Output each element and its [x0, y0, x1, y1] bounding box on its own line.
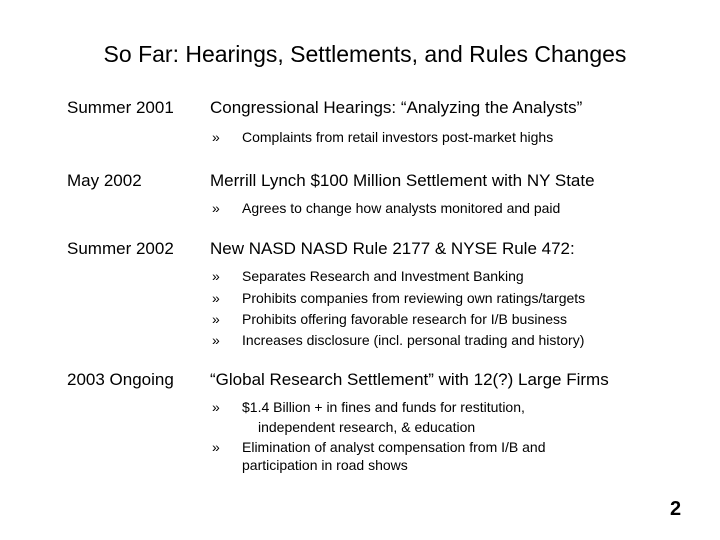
bullet-text: Prohibits companies from reviewing own ratings/targets [242, 290, 586, 306]
bullet-text: participation in road shows [242, 457, 408, 473]
bullet-marker: » [212, 290, 220, 306]
bullet-text: independent research, & education [258, 419, 476, 435]
bullet-marker: » [212, 200, 220, 216]
event-heading: Merrill Lynch $100 Million Settlement with NY State [210, 171, 595, 190]
bullet-text: Separates Research and Investment Banking [242, 268, 524, 284]
bullet-marker: » [212, 399, 220, 415]
event-heading: Congressional Hearings: “Analyzing the Analysts” [210, 98, 583, 117]
bullet-text: Complaints from retail investors post-market highs [242, 129, 554, 145]
bullet-text: $1.4 Billion + in fines and funds for restitution, [242, 399, 525, 415]
bullet-text: Elimination of analyst compensation from I/B and [242, 439, 546, 455]
bullet-text: Agrees to change how analysts monitored and paid [242, 200, 561, 216]
bullet-marker: » [212, 311, 220, 327]
slide-title: So Far: Hearings, Settlements, and Rules Changes [103, 41, 627, 67]
event-date: Summer 2002 [67, 239, 174, 258]
event-date: Summer 2001 [67, 98, 174, 117]
bullet-text: Increases disclosure (incl. personal trading and history) [242, 332, 585, 348]
event-date: 2003 Ongoing [67, 370, 174, 389]
page-number: 2 [670, 498, 682, 520]
event-heading: “Global Research Settlement” with 12(?) Large Firms [210, 370, 609, 389]
bullet-marker: » [212, 332, 220, 348]
bullet-marker: » [212, 268, 220, 284]
event-heading: New NASD NASD Rule 2177 & NYSE Rule 472: [210, 239, 575, 258]
bullet-text: Prohibits offering favorable research for I/B business [242, 311, 568, 327]
event-date: May 2002 [67, 171, 142, 190]
bullet-marker: » [212, 129, 220, 145]
bullet-marker: » [212, 439, 220, 455]
